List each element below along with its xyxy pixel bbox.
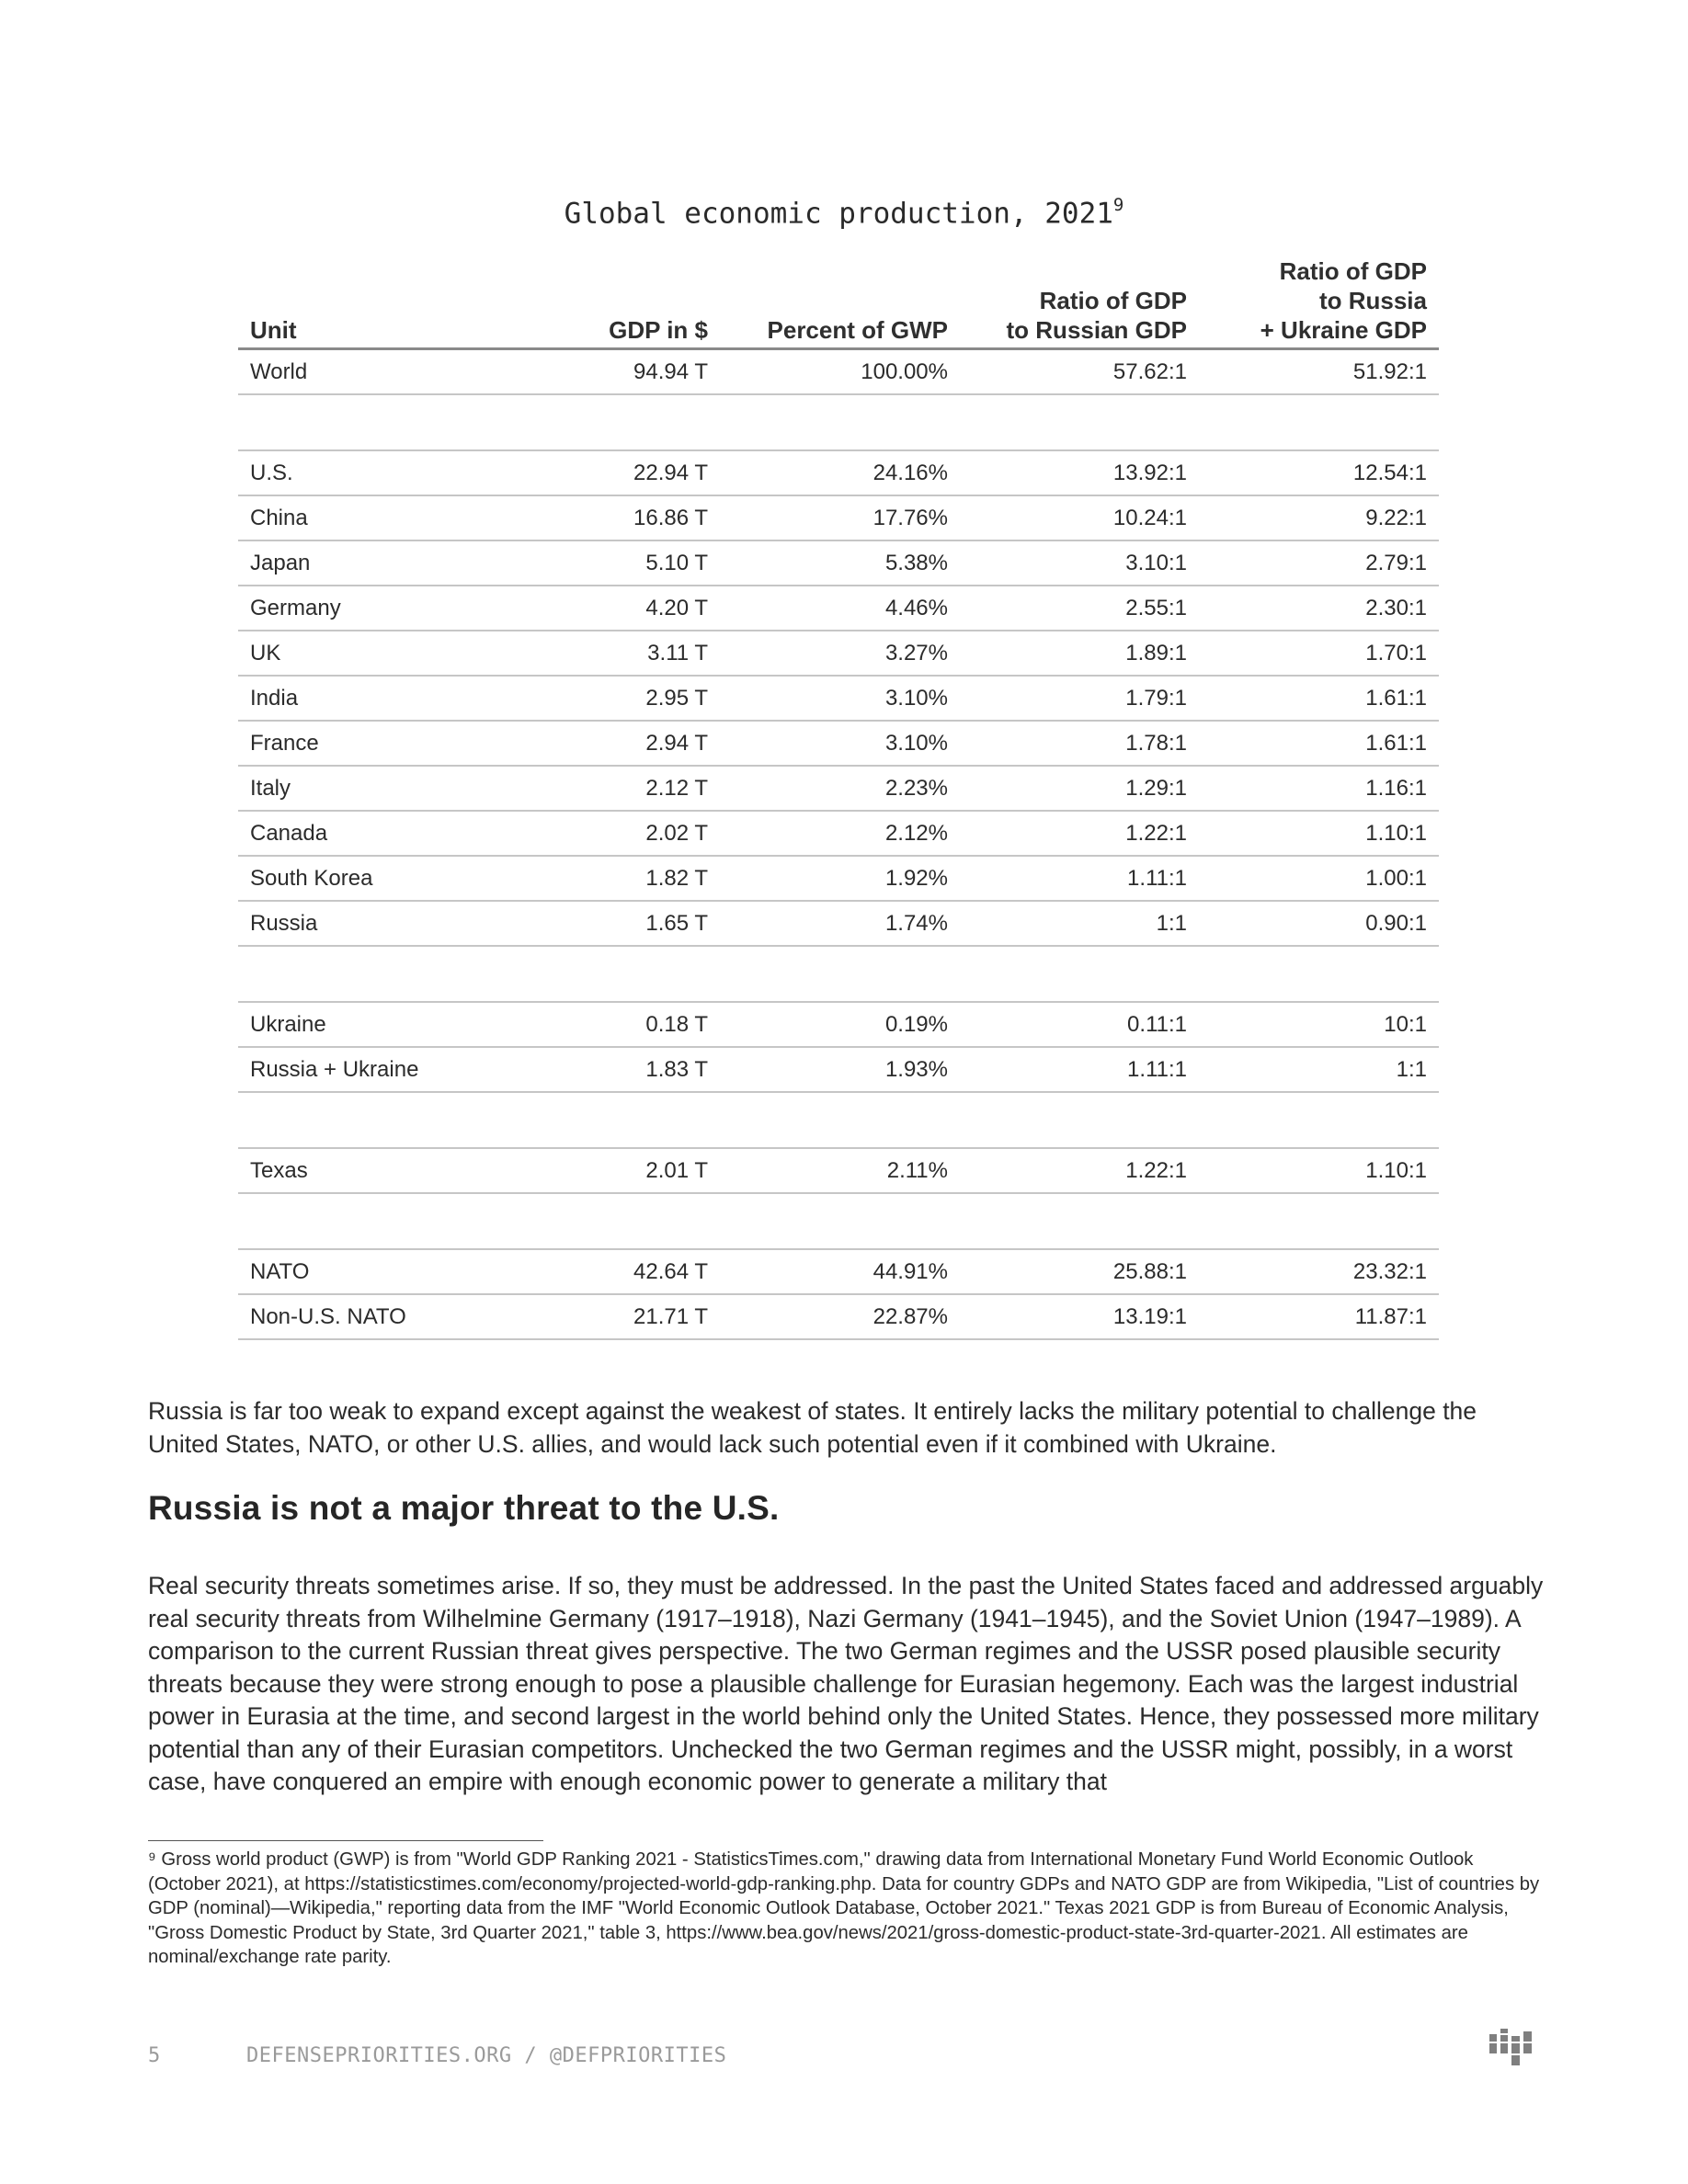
ratio-russia-ukraine-cell: 0.90:1 <box>1365 910 1427 936</box>
ratio-russia-ukraine-cell: 1.61:1 <box>1365 730 1427 756</box>
ratio-russia-ukraine-cell: 1.10:1 <box>1365 1157 1427 1183</box>
ratio-russia-cell: 1.11:1 <box>1127 865 1187 891</box>
percent-cell: 1.92% <box>884 865 948 891</box>
ratio-russia-cell: 1.22:1 <box>1125 820 1187 846</box>
page-number: 5 <box>148 2044 161 2067</box>
percent-cell: 3.10% <box>884 685 948 711</box>
table-row <box>238 496 1439 541</box>
unit-cell: Non-U.S. NATO <box>250 1303 406 1329</box>
unit-cell: Ukraine <box>250 1011 326 1037</box>
ratio-russia-ukraine-cell: 1.61:1 <box>1365 685 1427 711</box>
table-row <box>238 451 1439 496</box>
column-header-percent-gwp: Percent of GWP <box>767 316 948 344</box>
site-footer-link[interactable]: DEFENSEPRIORITIES.ORG / @DEFPRIORITIES <box>246 2044 727 2067</box>
table-title: Global economic production, 2021$^9$ <box>564 195 1124 231</box>
table-spacer-row <box>238 1093 1439 1149</box>
ratio-russia-cell: 2.55:1 <box>1125 595 1187 620</box>
unit-cell: Germany <box>250 595 341 620</box>
percent-cell: 2.11% <box>886 1157 948 1183</box>
ratio-russia-cell: 1.79:1 <box>1125 685 1187 711</box>
ratio-russia-ukraine-cell: 9.22:1 <box>1365 505 1427 530</box>
body-paragraph: Real security threats sometimes arise. If so, they must be addressed. In the past the United States faced and addressed arguably real security threats from Wilhelmine Germany (1917–1918), Nazi Germany (1941–1945), and the Soviet Union (1947–1989). A comparison to the current Russian threat gives perspective. The two German regimes and the USSR posed plausible security threats because they were strong enough to pose a plausible challenge for Eurasian hegemony. Each was the largest industrial power in Eurasia at the time, and second largest in the world behind only the United States. Hence, they possessed more military potential than any of their Eurasian competitors. Unchecked the two German regimes and the USSR might, possibly, in a worst case, have conquered an empire with enough economic power to generate a military that <box>148 1572 1544 1795</box>
table-spacer-row <box>238 947 1439 1003</box>
table-row <box>238 1295 1439 1340</box>
table-row <box>238 902 1439 947</box>
unit-cell: U.S. <box>250 460 293 485</box>
gdp-cell: 2.94 T <box>645 730 708 756</box>
table-body <box>238 350 1439 1340</box>
ratio-russia-cell: 10.24:1 <box>1112 505 1187 530</box>
ratio-russia-ukraine-cell: 1.00:1 <box>1365 865 1427 891</box>
percent-cell: 0.19% <box>884 1011 948 1037</box>
percent-cell: 4.46% <box>884 595 948 620</box>
ratio-russia-cell: 0.11:1 <box>1127 1011 1187 1037</box>
unit-cell: Russia + Ukraine <box>250 1056 419 1082</box>
ratio-russia-cell: 13.19:1 <box>1112 1303 1187 1329</box>
gdp-cell: 2.01 T <box>645 1157 708 1183</box>
gdp-cell: 1.65 T <box>645 910 708 936</box>
ratio-russia-ukraine-cell: 10:1 <box>1384 1011 1427 1037</box>
percent-cell: 1.74% <box>884 910 948 936</box>
section-heading: Russia is not a major threat to the U.S. <box>148 1489 780 1527</box>
gdp-cell: 94.94 T <box>633 358 708 384</box>
ratio-russia-ukraine-cell: 1.16:1 <box>1365 775 1427 801</box>
unit-cell: South Korea <box>250 865 373 891</box>
ratio-russia-cell: 3.10:1 <box>1125 550 1187 575</box>
percent-cell: 22.87% <box>873 1303 948 1329</box>
column-header-unit: Unit <box>250 316 297 344</box>
table-row <box>238 812 1439 857</box>
defense-priorities-logo-icon <box>1489 2024 1532 2066</box>
table-row <box>238 1048 1439 1093</box>
ratio-russia-cell: 1.89:1 <box>1125 640 1187 665</box>
percent-cell: 5.38% <box>884 550 948 575</box>
percent-cell: 3.27% <box>884 640 948 665</box>
percent-cell: 1.93% <box>884 1056 948 1082</box>
gdp-cell: 16.86 T <box>633 505 708 530</box>
ratio-russia-cell: 1.22:1 <box>1125 1157 1187 1183</box>
ratio-russia-ukraine-cell: 1.70:1 <box>1365 640 1427 665</box>
unit-cell: Texas <box>250 1157 308 1183</box>
footnote-divider <box>148 1840 543 1841</box>
gdp-cell: 1.82 T <box>645 865 708 891</box>
table-row <box>238 586 1439 631</box>
percent-cell: 100.00% <box>861 358 948 384</box>
unit-cell: Russia <box>250 910 318 936</box>
column-header-gdp: GDP in $ <box>609 316 708 344</box>
ratio-russia-ukraine-cell: 12.54:1 <box>1352 460 1427 485</box>
ratio-russia-ukraine-cell: 11.87:1 <box>1354 1303 1427 1329</box>
gdp-cell: 22.94 T <box>633 460 708 485</box>
table-row <box>238 541 1439 586</box>
ratio-russia-cell: 1.11:1 <box>1127 1056 1187 1082</box>
table-row <box>238 350 1439 395</box>
ratio-russia-cell: 1:1 <box>1156 910 1187 936</box>
column-header-ratio-russia: Ratio of GDP to Russian GDP <box>1006 287 1187 344</box>
ratio-russia-cell: 57.62:1 <box>1112 358 1187 384</box>
gdp-cell: 2.12 T <box>645 775 708 801</box>
ratio-russia-ukraine-cell: 51.92:1 <box>1352 358 1427 384</box>
table-row <box>238 1250 1439 1295</box>
unit-cell: Canada <box>250 820 328 846</box>
percent-cell: 2.12% <box>884 820 948 846</box>
body-paragraph: Russia is far too weak to expand except against the weakest of states. It entirely lacks the military potential to challenge the United States, NATO, or other U.S. allies, and would lack such potential even if it combined with Ukraine. <box>148 1397 1477 1458</box>
table-row <box>238 1003 1439 1048</box>
gdp-cell: 21.71 T <box>633 1303 708 1329</box>
gdp-cell: 5.10 T <box>645 550 708 575</box>
unit-cell: NATO <box>250 1258 310 1284</box>
gdp-cell: 2.95 T <box>645 685 708 711</box>
unit-cell: World <box>250 358 308 384</box>
ratio-russia-cell: 25.88:1 <box>1112 1258 1187 1284</box>
unit-cell: France <box>250 730 319 756</box>
table-row <box>238 677 1439 722</box>
footnote-reference: 9 <box>1112 195 1124 215</box>
percent-cell: 2.23% <box>884 775 948 801</box>
table-header-row <box>238 252 1439 350</box>
column-header-ratio-russia-ukraine: Ratio of GDP to Russia + Ukraine GDP <box>1260 257 1427 344</box>
gdp-table <box>238 252 1439 1340</box>
table-row <box>238 631 1439 677</box>
ratio-russia-cell: 1.78:1 <box>1125 730 1187 756</box>
ratio-russia-ukraine-cell: 1.10:1 <box>1365 820 1427 846</box>
gdp-cell: 3.11 T <box>647 640 708 665</box>
footnote: ⁹ Gross world product (GWP) is from "World GDP Ranking 2021 - StatisticsTimes.com," drawing data from International Monetary Fund World Economic Outlook (October 2021), at https://statisticstimes.com/economy/projected-world-gdp-ranking.php. Data for country GDPs and NATO GDP are from Wikipedia, "List of countries by GDP (nominal)—Wikipedia," reporting data from the IMF "World Economic Outlook Database, October 2021." Texas 2021 GDP is from Bureau of Economic Analysis, "Gross Domestic Product by State, 3rd Quarter 2021," table 3, https://www.bea.gov/news/2021/gross-domestic-product-state-3rd-quarter-2021. All estimates are nominal/exchange rate parity. <box>148 1849 1540 1967</box>
unit-cell: Italy <box>250 775 291 801</box>
table-row <box>238 722 1439 767</box>
ratio-russia-ukraine-cell: 1:1 <box>1396 1056 1427 1082</box>
gdp-cell: 42.64 T <box>633 1258 708 1284</box>
table-spacer-row <box>238 395 1439 451</box>
unit-cell: Japan <box>250 550 311 575</box>
ratio-russia-cell: 13.92:1 <box>1112 460 1187 485</box>
percent-cell: 3.10% <box>884 730 948 756</box>
unit-cell: UK <box>250 640 281 665</box>
table-spacer-row <box>238 1194 1439 1250</box>
ratio-russia-ukraine-cell: 2.79:1 <box>1365 550 1427 575</box>
ratio-russia-ukraine-cell: 23.32:1 <box>1352 1258 1427 1284</box>
table-row <box>238 857 1439 902</box>
gdp-cell: 2.02 T <box>645 820 708 846</box>
percent-cell: 44.91% <box>873 1258 948 1284</box>
table-row <box>238 1149 1439 1194</box>
unit-cell: China <box>250 505 308 530</box>
ratio-russia-cell: 1.29:1 <box>1125 775 1187 801</box>
gdp-cell: 1.83 T <box>645 1056 708 1082</box>
ratio-russia-ukraine-cell: 2.30:1 <box>1365 595 1427 620</box>
percent-cell: 17.76% <box>873 505 948 530</box>
unit-cell: India <box>250 685 299 711</box>
gdp-cell: 4.20 T <box>645 595 708 620</box>
gdp-cell: 0.18 T <box>645 1011 708 1037</box>
table-row <box>238 767 1439 812</box>
percent-cell: 24.16% <box>873 460 948 485</box>
